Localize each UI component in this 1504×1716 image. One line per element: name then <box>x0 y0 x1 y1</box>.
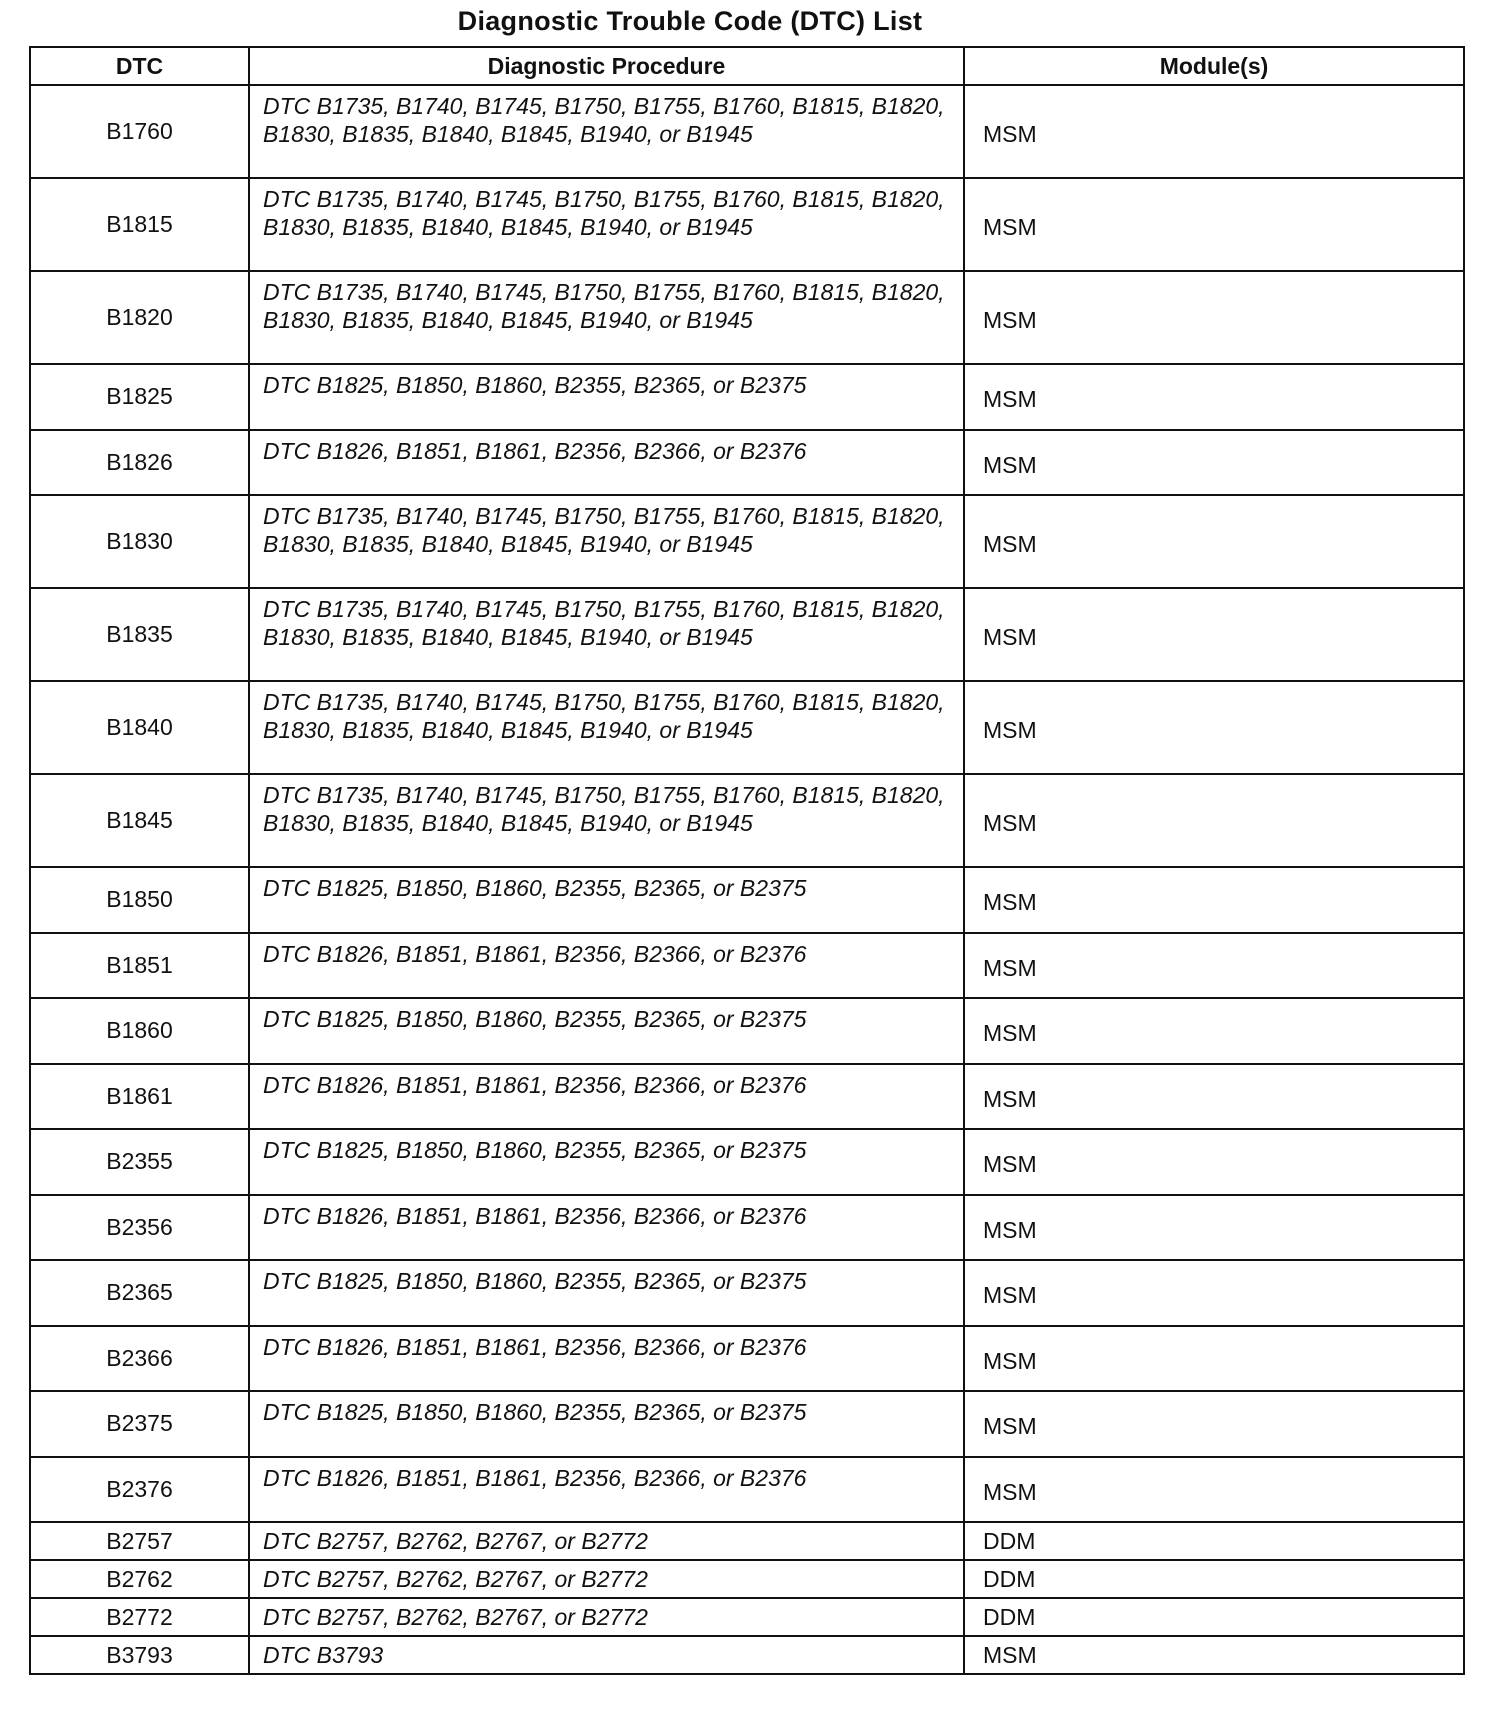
column-header-diagnostic-procedure: Diagnostic Procedure <box>249 47 964 85</box>
module-cell: MSM <box>964 1195 1464 1261</box>
module-cell: MSM <box>964 178 1464 271</box>
dtc-code-cell: B2356 <box>30 1195 249 1261</box>
dtc-code-cell: B2375 <box>30 1391 249 1457</box>
module-cell: MSM <box>964 1129 1464 1195</box>
table-row <box>30 1560 1464 1598</box>
dtc-code-cell: B1830 <box>30 495 249 588</box>
diagnostic-procedure-cell: DTC B1826, B1851, B1861, B2356, B2366, or B2376 <box>249 1326 964 1392</box>
table-row <box>30 1636 1464 1674</box>
module-cell: MSM <box>964 495 1464 588</box>
table-row <box>30 681 1464 774</box>
dtc-code-cell: B2365 <box>30 1260 249 1326</box>
module-cell: MSM <box>964 430 1464 496</box>
diagnostic-procedure-cell: DTC B1825, B1850, B1860, B2355, B2365, or B2375 <box>249 867 964 933</box>
diagnostic-procedure-cell: DTC B2757, B2762, B2767, or B2772 <box>249 1522 964 1560</box>
diagnostic-procedure-cell: DTC B1825, B1850, B1860, B2355, B2365, or B2375 <box>249 1391 964 1457</box>
table-row <box>30 1260 1464 1326</box>
table-row <box>30 1129 1464 1195</box>
dtc-code-cell: B3793 <box>30 1636 249 1674</box>
table-row <box>30 998 1464 1064</box>
table-row <box>30 1064 1464 1130</box>
dtc-code-cell: B1826 <box>30 430 249 496</box>
dtc-table <box>29 46 1465 1675</box>
module-cell: MSM <box>964 85 1464 178</box>
module-cell: MSM <box>964 1260 1464 1326</box>
dtc-code-cell: B1760 <box>30 85 249 178</box>
dtc-code-cell: B1860 <box>30 998 249 1064</box>
diagnostic-procedure-cell: DTC B2757, B2762, B2767, or B2772 <box>249 1560 964 1598</box>
page-title: Diagnostic Trouble Code (DTC) List <box>457 6 923 36</box>
diagnostic-procedure-cell: DTC B2757, B2762, B2767, or B2772 <box>249 1598 964 1636</box>
dtc-code-cell: B2772 <box>30 1598 249 1636</box>
dtc-code-cell: B1861 <box>30 1064 249 1130</box>
table-row <box>30 364 1464 430</box>
module-cell: MSM <box>964 774 1464 867</box>
dtc-code-cell: B2366 <box>30 1326 249 1392</box>
table-row <box>30 1457 1464 1523</box>
module-cell: DDM <box>964 1522 1464 1560</box>
dtc-code-cell: B2376 <box>30 1457 249 1523</box>
diagnostic-procedure-cell: DTC B1735, B1740, B1745, B1750, B1755, B1760, B1815, B1820, B1830, B1835, B1840, B1845, B1940, or B1945 <box>249 178 964 271</box>
module-cell: MSM <box>964 1636 1464 1674</box>
dtc-code-cell: B1815 <box>30 178 249 271</box>
dtc-code-cell: B1840 <box>30 681 249 774</box>
table-row <box>30 1391 1464 1457</box>
diagnostic-procedure-cell: DTC B1826, B1851, B1861, B2356, B2366, or B2376 <box>249 1457 964 1523</box>
column-header-modules: Module(s) <box>964 47 1464 85</box>
dtc-code-cell: B2762 <box>30 1560 249 1598</box>
table-row <box>30 178 1464 271</box>
diagnostic-procedure-cell: DTC B1825, B1850, B1860, B2355, B2365, or B2375 <box>249 364 964 430</box>
module-cell: MSM <box>964 1326 1464 1392</box>
module-cell: DDM <box>964 1598 1464 1636</box>
dtc-code-cell: B1825 <box>30 364 249 430</box>
diagnostic-procedure-cell: DTC B1826, B1851, B1861, B2356, B2366, or B2376 <box>249 933 964 999</box>
table-row <box>30 271 1464 364</box>
table-row <box>30 1598 1464 1636</box>
module-cell: MSM <box>964 588 1464 681</box>
module-cell: MSM <box>964 867 1464 933</box>
dtc-code-cell: B2355 <box>30 1129 249 1195</box>
column-header-dtc: DTC <box>30 47 249 85</box>
table-row <box>30 933 1464 999</box>
module-cell: MSM <box>964 1457 1464 1523</box>
table-row <box>30 85 1464 178</box>
diagnostic-procedure-cell: DTC B1735, B1740, B1745, B1750, B1755, B1760, B1815, B1820, B1830, B1835, B1840, B1845, B1940, or B1945 <box>249 681 964 774</box>
table-row <box>30 1195 1464 1261</box>
module-cell: MSM <box>964 1064 1464 1130</box>
module-cell: MSM <box>964 933 1464 999</box>
module-cell: MSM <box>964 364 1464 430</box>
diagnostic-procedure-cell: DTC B1826, B1851, B1861, B2356, B2366, or B2376 <box>249 1195 964 1261</box>
diagnostic-procedure-cell: DTC B1735, B1740, B1745, B1750, B1755, B1760, B1815, B1820, B1830, B1835, B1840, B1845, B1940, or B1945 <box>249 588 964 681</box>
dtc-code-cell: B2757 <box>30 1522 249 1560</box>
module-cell: MSM <box>964 1391 1464 1457</box>
diagnostic-procedure-cell: DTC B1826, B1851, B1861, B2356, B2366, or B2376 <box>249 1064 964 1130</box>
diagnostic-procedure-cell: DTC B1825, B1850, B1860, B2355, B2365, or B2375 <box>249 1129 964 1195</box>
diagnostic-procedure-cell: DTC B1825, B1850, B1860, B2355, B2365, or B2375 <box>249 1260 964 1326</box>
table-row <box>30 867 1464 933</box>
dtc-code-cell: B1851 <box>30 933 249 999</box>
table-row <box>30 430 1464 496</box>
diagnostic-procedure-cell: DTC B1735, B1740, B1745, B1750, B1755, B1760, B1815, B1820, B1830, B1835, B1840, B1845, B1940, or B1945 <box>249 495 964 588</box>
diagnostic-procedure-cell: DTC B1735, B1740, B1745, B1750, B1755, B1760, B1815, B1820, B1830, B1835, B1840, B1845, B1940, or B1945 <box>249 271 964 364</box>
dtc-code-cell: B1820 <box>30 271 249 364</box>
module-cell: DDM <box>964 1560 1464 1598</box>
module-cell: MSM <box>964 998 1464 1064</box>
module-cell: MSM <box>964 681 1464 774</box>
table-row <box>30 495 1464 588</box>
diagnostic-procedure-cell: DTC B1825, B1850, B1860, B2355, B2365, or B2375 <box>249 998 964 1064</box>
dtc-code-cell: B1845 <box>30 774 249 867</box>
table-row <box>30 1326 1464 1392</box>
diagnostic-procedure-cell: DTC B3793 <box>249 1636 964 1674</box>
module-cell: MSM <box>964 271 1464 364</box>
diagnostic-procedure-cell: DTC B1735, B1740, B1745, B1750, B1755, B1760, B1815, B1820, B1830, B1835, B1840, B1845, B1940, or B1945 <box>249 774 964 867</box>
diagnostic-procedure-cell: DTC B1735, B1740, B1745, B1750, B1755, B1760, B1815, B1820, B1830, B1835, B1840, B1845, B1940, or B1945 <box>249 85 964 178</box>
table-row <box>30 588 1464 681</box>
diagnostic-procedure-cell: DTC B1826, B1851, B1861, B2356, B2366, or B2376 <box>249 430 964 496</box>
table-row <box>30 774 1464 867</box>
table-header-row <box>30 47 1464 85</box>
table-row <box>30 1522 1464 1560</box>
dtc-code-cell: B1850 <box>30 867 249 933</box>
dtc-code-cell: B1835 <box>30 588 249 681</box>
